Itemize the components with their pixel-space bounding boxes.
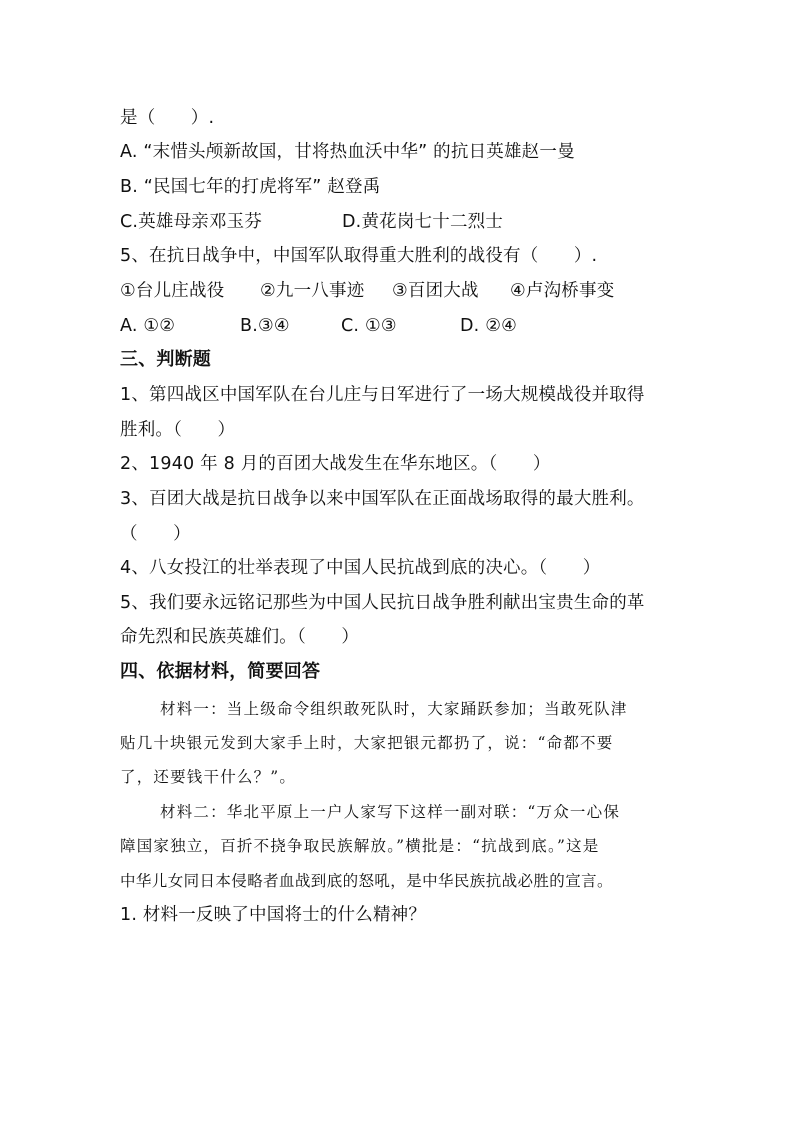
judge-4: 4、八女投江的壮举表现了中国人民抗战到底的决心。（ ） [120,558,601,578]
item-3: ③百团大战 [392,281,479,301]
material-1-line-3: 了，还要钱干什么？”。 [120,768,297,786]
judge-1-line-2: 胜利。（ ） [120,420,236,440]
question-5-stem: 5、在抗日战争中，中国军队取得重大胜利的战役有（ ）. [120,246,598,266]
options-c-d-row [120,210,503,234]
answer-question-1: 1. 材料一反映了中国将士的什么精神？ [120,905,427,925]
option-c: C.英雄母亲邓玉芬 [120,212,263,232]
q5-option-d: D. ②④ [460,316,517,336]
judge-2: 2、1940 年 8 月的百团大战发生在华东地区。（ ） [120,454,551,474]
q5-option-a: A. ①② [120,316,176,336]
material-2-line-3: 中华儿女同日本侵略者血战到底的怒吼，是中华民族抗战必胜的宣言。 [120,872,613,890]
question-5-options [120,314,517,338]
judge-3-line-2: （ ） [120,524,191,544]
section-4-heading: 四、依据材料，简要回答 [120,661,321,682]
judge-1-line-1: 1、第四战区中国军队在台儿庄与日军进行了一场大规模战役并取得 [120,385,645,405]
item-2: ②九一八事迹 [260,281,365,301]
material-2-line-2: 障国家独立，百折不挠争取民族解放。”横批是：“抗战到底。”这是 [120,837,600,855]
option-d: D.黄花岗七十二烈士 [342,212,504,232]
question-5-items [120,279,614,303]
material-1-line-2: 贴几十块银元发到大家手上时，大家把银元都扔了，说：“命都不要 [120,734,614,752]
judge-5-line-1: 5、我们要永远铭记那些为中国人民抗日战争胜利献出宝贵生命的革 [120,593,645,613]
item-4: ④卢沟桥事变 [510,281,615,301]
material-2-line-1: 材料二：华北平原上一户人家写下这样一副对联：“万众一心保 [160,803,621,821]
judge-5-line-2: 命先烈和民族英雄们。（ ） [120,627,360,647]
section-3-heading: 三、判断题 [120,349,211,370]
material-1-line-1: 材料一：当上级命令组织敢死队时，大家踊跃参加；当敢死队津 [160,700,628,718]
option-b: B. “民国七年的打虎将军” 赵登禹 [120,177,381,197]
q5-option-c: C. ①③ [341,316,397,336]
question-4-stem-end: 是（ ）. [120,108,215,128]
option-a: A. “末惜头颅新故国，甘将热血沃中华” 的抗日英雄赵一曼 [120,142,575,162]
judge-3-line-1: 3、百团大战是抗日战争以来中国军队在正面战场取得的最大胜利。 [120,489,645,509]
q5-option-b: B.③④ [240,316,290,336]
item-1: ①台儿庄战役 [120,281,225,301]
